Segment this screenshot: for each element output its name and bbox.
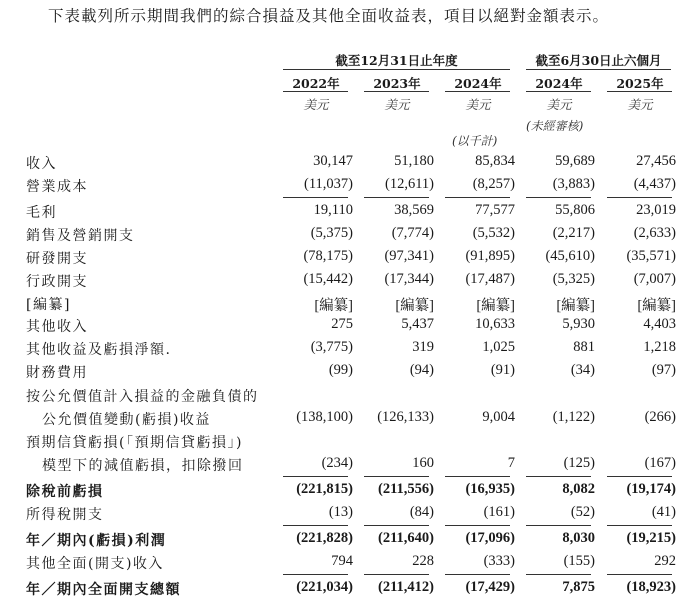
currency-label: 美元 <box>384 97 410 112</box>
cell-value: 19,110 <box>313 202 353 218</box>
cell-value: (1,122) <box>552 409 595 425</box>
cell-value: [編纂] <box>395 298 434 314</box>
table-row <box>0 225 700 247</box>
year-underline <box>526 91 591 92</box>
subtotal-underline <box>607 476 672 477</box>
cell-value: 9,004 <box>482 409 515 425</box>
cell-value: (12,611) <box>385 176 434 192</box>
subtotal-underline <box>526 197 591 198</box>
row-label: [編纂] <box>26 297 71 313</box>
row-label: 研發開支 <box>26 251 88 267</box>
row-label: 所得稅開支 <box>26 507 104 523</box>
cell-value: (17,429) <box>465 579 515 595</box>
year-header-4: 2025年 <box>616 76 664 91</box>
row-label: 其他收入 <box>26 319 88 335</box>
year-header-3: 2024年 <box>535 76 583 91</box>
subtotal-underline <box>364 476 429 477</box>
table-row <box>0 316 700 338</box>
cell-value: (45,610) <box>545 248 595 264</box>
row-label: 公允價值變動(虧損)收益 <box>42 412 211 428</box>
cell-value: (211,412) <box>378 579 434 595</box>
subtotal-underline <box>526 476 591 477</box>
cell-value: 4,403 <box>643 316 676 332</box>
subtotal-underline <box>445 476 510 477</box>
cell-value: (3,883) <box>552 176 595 192</box>
table-row <box>0 339 700 361</box>
table-row <box>0 153 700 175</box>
cell-value: [編纂] <box>314 298 353 314</box>
cell-value: [編纂] <box>637 298 676 314</box>
cell-value: 10,633 <box>475 316 515 332</box>
subtotal-underline <box>283 197 348 198</box>
cell-value: 5,930 <box>562 316 595 332</box>
table-row <box>0 579 700 601</box>
subtotal-underline <box>526 574 591 575</box>
cell-value: (94) <box>409 362 434 378</box>
subtotal-underline <box>283 476 348 477</box>
subtotal-underline <box>445 525 510 526</box>
table-row <box>0 481 700 503</box>
cell-value: (91,895) <box>465 248 515 264</box>
cell-value: (4,437) <box>633 176 676 192</box>
year-header-0: 2022年 <box>292 76 340 91</box>
cell-value: 55,806 <box>555 202 595 218</box>
cell-value: 5,437 <box>401 316 434 332</box>
cell-value: (17,487) <box>465 271 515 287</box>
cell-value: (5,325) <box>552 271 595 287</box>
subtotal-underline <box>283 525 348 526</box>
cell-value: (333) <box>483 553 515 569</box>
cell-value: 85,834 <box>475 153 515 169</box>
table-row <box>0 294 700 316</box>
cell-value: (221,815) <box>296 481 353 497</box>
subtotal-underline <box>607 197 672 198</box>
cell-value: 319 <box>412 339 434 355</box>
subtotal-underline <box>607 525 672 526</box>
table-row <box>0 202 700 224</box>
row-label: 收入 <box>26 156 57 172</box>
cell-value: (2,217) <box>552 225 595 241</box>
cell-value: (19,174) <box>626 481 676 497</box>
cell-value: (2,633) <box>633 225 676 241</box>
row-label: 除稅前虧損 <box>26 484 104 500</box>
cell-value: (78,175) <box>303 248 353 264</box>
cell-value: (7,774) <box>391 225 434 241</box>
year-header-1: 2023年 <box>373 76 421 91</box>
row-label: 模型下的減值虧損，扣除撥回 <box>42 458 244 474</box>
cell-value: (99) <box>328 362 353 378</box>
subtotal-underline <box>364 525 429 526</box>
cell-value: 8,030 <box>562 530 595 546</box>
subtotal-underline <box>526 525 591 526</box>
cell-value: (8,257) <box>472 176 515 192</box>
cell-value: (155) <box>563 553 595 569</box>
subtotal-underline <box>445 197 510 198</box>
cell-value: (7,007) <box>633 271 676 287</box>
currency-label: 美元 <box>465 97 491 112</box>
currency-label: 美元 <box>303 97 329 112</box>
cell-value: (97,341) <box>384 248 434 264</box>
year-header-2: 2024年 <box>454 76 502 91</box>
subtotal-underline <box>607 574 672 575</box>
cell-value: 77,577 <box>475 202 515 218</box>
cell-value: (15,442) <box>303 271 353 287</box>
cell-value: (211,556) <box>378 481 434 497</box>
cell-value: 881 <box>573 339 595 355</box>
cell-value: 1,025 <box>482 339 515 355</box>
subtotal-underline <box>364 197 429 198</box>
cell-value: 8,082 <box>562 481 595 497</box>
table-row <box>0 553 700 575</box>
year-underline <box>283 91 348 92</box>
row-label: 銷售及營銷開支 <box>26 228 135 244</box>
table-row <box>0 455 700 477</box>
table-row <box>0 432 700 454</box>
group-title-annual: 截至12月31日止年度 <box>335 53 458 68</box>
cell-value: 228 <box>412 553 434 569</box>
row-label: 財務費用 <box>26 365 88 381</box>
group-underline-six-months <box>526 69 671 70</box>
table-row <box>0 362 700 384</box>
cell-value: (41) <box>651 504 676 520</box>
cell-value: 1,218 <box>643 339 676 355</box>
intro-text: 下表載列所示期間我們的綜合損益及其他全面收益表，項目以絕對金額表示。 <box>48 7 610 25</box>
cell-value: 275 <box>331 316 353 332</box>
cell-value: (19,215) <box>626 530 676 546</box>
cell-value: (126,133) <box>377 409 434 425</box>
table-row <box>0 176 700 198</box>
year-underline <box>445 91 510 92</box>
cell-value: (3,775) <box>310 339 353 355</box>
row-label: 年／期內全面開支總額 <box>26 582 181 598</box>
table-row <box>0 248 700 270</box>
cell-value: 794 <box>331 553 353 569</box>
cell-value: (221,828) <box>296 530 353 546</box>
cell-value: (16,935) <box>465 481 515 497</box>
table-row <box>0 271 700 293</box>
table-row <box>0 504 700 526</box>
cell-value: (17,344) <box>384 271 434 287</box>
cell-value: 27,456 <box>636 153 676 169</box>
cell-value: [編纂] <box>476 298 515 314</box>
currency-label: 美元 <box>627 97 653 112</box>
cell-value: (5,375) <box>310 225 353 241</box>
unit-note: (以千計) <box>452 134 498 148</box>
row-label: 其他收益及虧損淨額. <box>26 342 172 358</box>
cell-value: 30,147 <box>313 153 353 169</box>
year-underline <box>364 91 429 92</box>
cell-value: (35,571) <box>626 248 676 264</box>
cell-value: 160 <box>412 455 434 471</box>
cell-value: (34) <box>570 362 595 378</box>
table-row <box>0 386 700 408</box>
currency-label: 美元 <box>546 97 572 112</box>
cell-value: 38,569 <box>394 202 434 218</box>
cell-value: (138,100) <box>296 409 353 425</box>
row-label: 其他全面(開支)收入 <box>26 556 164 572</box>
cell-value: (167) <box>644 455 676 471</box>
cell-value: (234) <box>321 455 353 471</box>
cell-value: (52) <box>570 504 595 520</box>
cell-value: [編纂] <box>556 298 595 314</box>
cell-value: 51,180 <box>394 153 434 169</box>
cell-value: (161) <box>483 504 515 520</box>
subtotal-underline <box>364 574 429 575</box>
year-underline <box>607 91 672 92</box>
cell-value: (266) <box>644 409 676 425</box>
cell-value: 292 <box>654 553 676 569</box>
cell-value: (221,034) <box>296 579 353 595</box>
cell-value: (125) <box>563 455 595 471</box>
row-label: 預期信貸虧損(「預期信貸虧損」) <box>26 435 243 451</box>
cell-value: (84) <box>409 504 434 520</box>
row-label: 毛利 <box>26 205 57 221</box>
table-row <box>0 530 700 552</box>
cell-value: (5,532) <box>472 225 515 241</box>
subtotal-underline <box>445 574 510 575</box>
group-title-six-months: 截至6月30日止六個月 <box>535 53 662 68</box>
cell-value: 23,019 <box>636 202 676 218</box>
cell-value: (11,037) <box>304 176 353 192</box>
row-label: 營業成本 <box>26 179 88 195</box>
cell-value: 59,689 <box>555 153 595 169</box>
cell-value: (97) <box>651 362 676 378</box>
group-underline-annual <box>283 69 510 70</box>
cell-value: 7,875 <box>562 579 595 595</box>
row-label: 按公允價值計入損益的金融負債的 <box>26 389 259 405</box>
cell-value: (91) <box>490 362 515 378</box>
cell-value: (211,640) <box>378 530 434 546</box>
row-label: 行政開支 <box>26 274 88 290</box>
cell-value: 7 <box>507 455 515 471</box>
table-row <box>0 409 700 431</box>
row-label: 年／期內(虧損)利潤 <box>26 533 167 549</box>
cell-value: (13) <box>328 504 353 520</box>
unaudited-note: (未經審核) <box>526 119 584 133</box>
subtotal-underline <box>283 574 348 575</box>
cell-value: (17,096) <box>465 530 515 546</box>
cell-value: (18,923) <box>626 579 676 595</box>
